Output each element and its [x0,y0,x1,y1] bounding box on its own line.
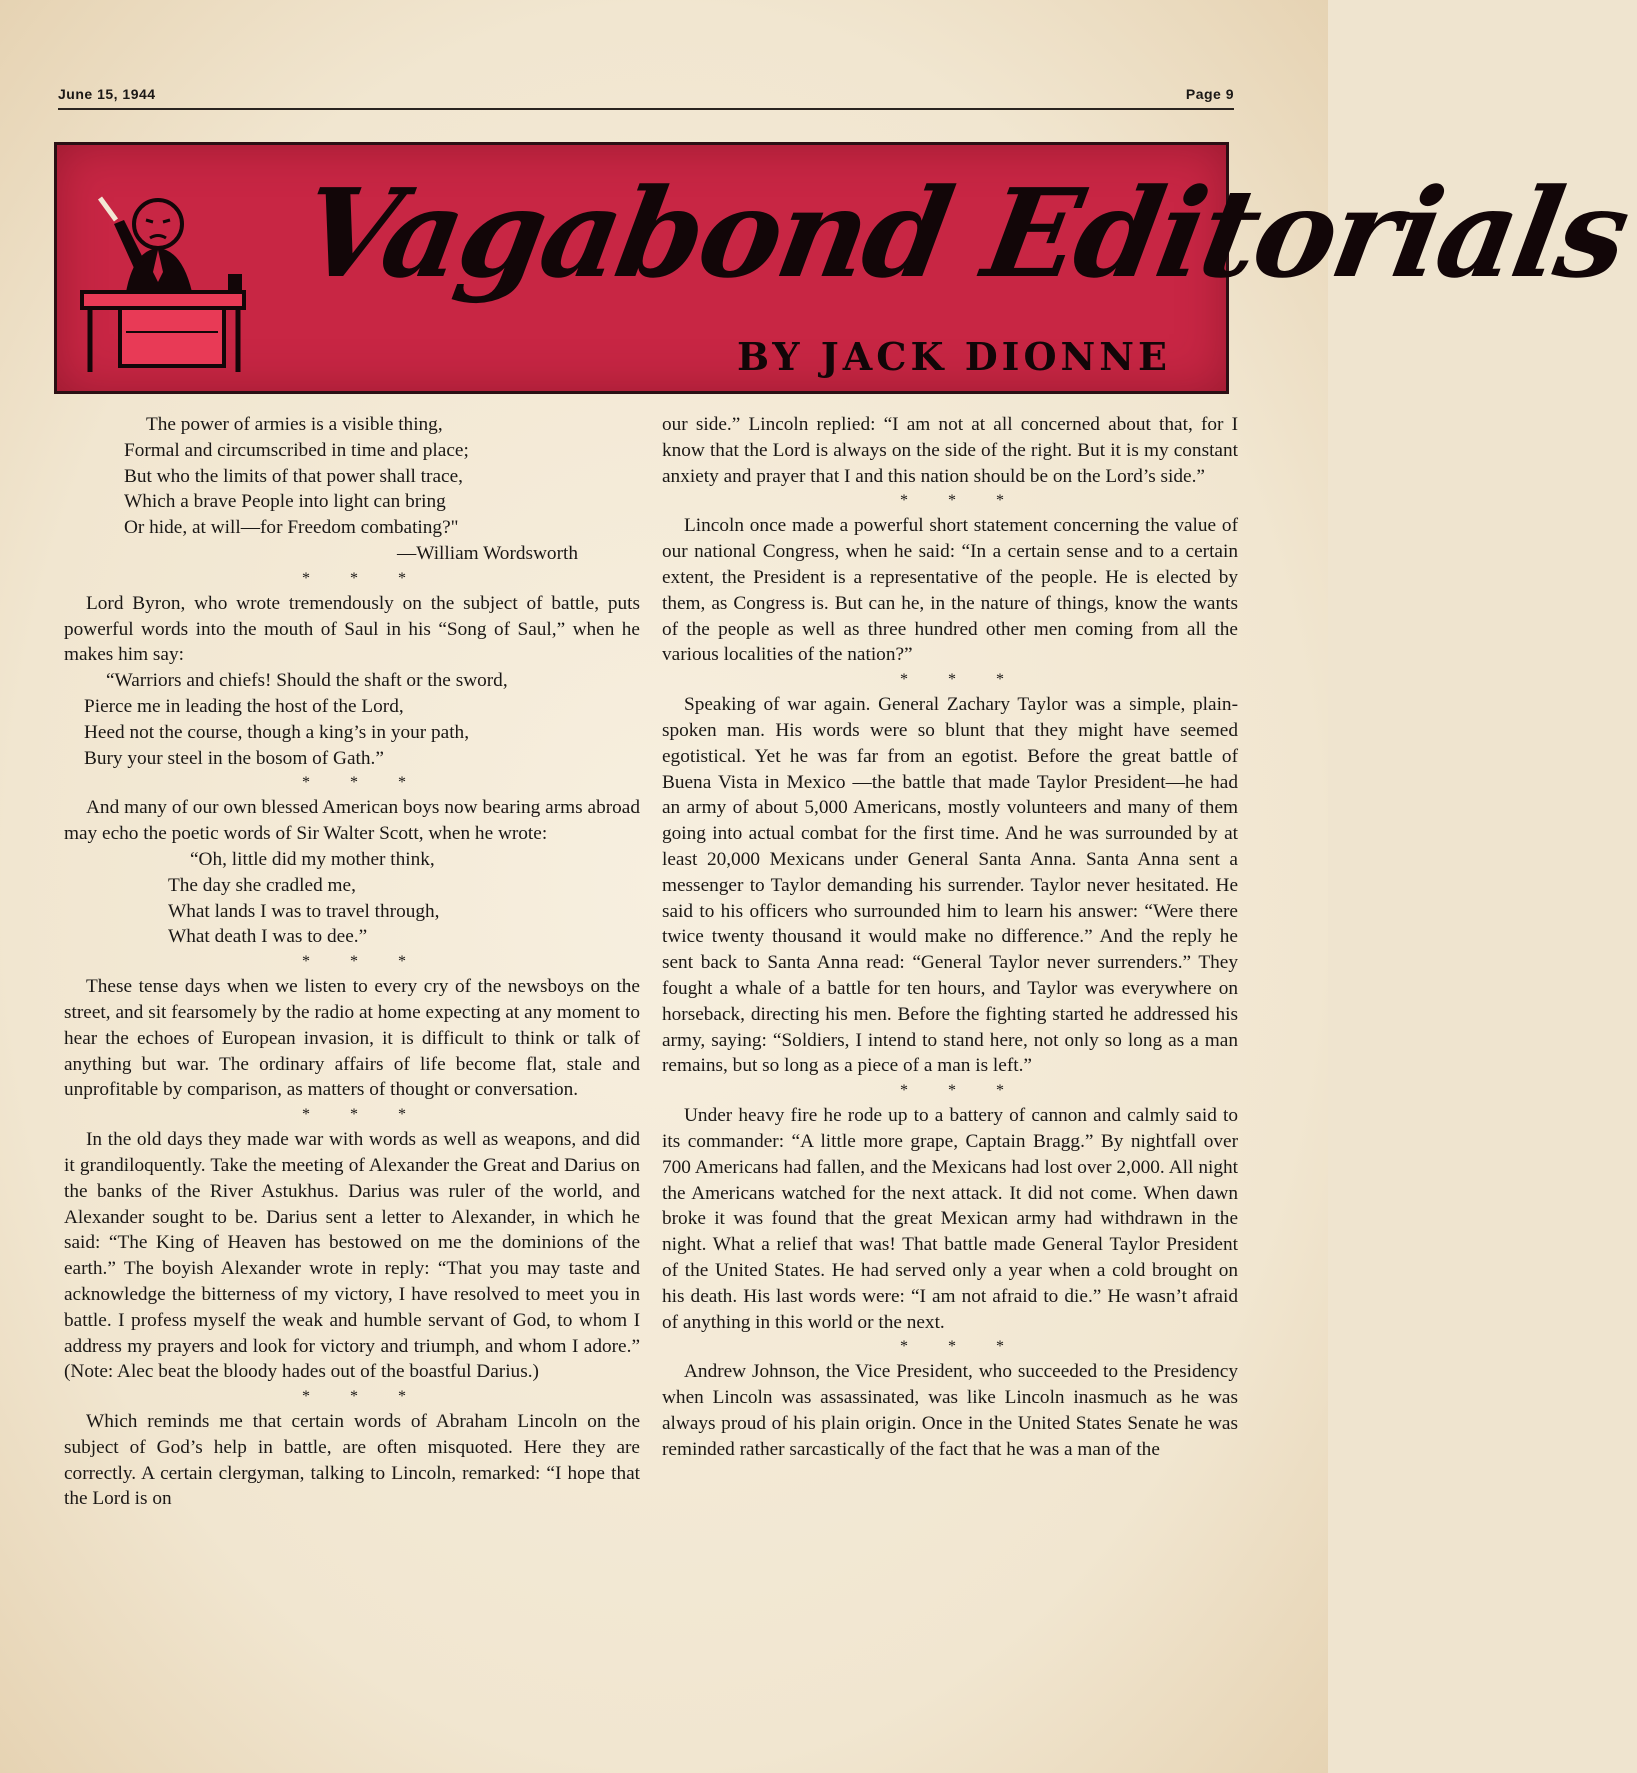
old-days-paragraph: In the old days they made war with words as well as weapons, and did it grandiloquently. Take the meeting of Alexander the Great and Darius on the banks of the River Astukhus. Darius was ruler of the world, and Alexander sought to be. Darius sent a letter to Alexander, in which he said: “The King of Heaven has bestowed on me the dominions of the earth.” The boyish Alexander wrote in reply: “That you may taste and acknowledge the bitterness of my victory, I have resolved to meet you in battle. I profess myself the weak and humble servant of God, to whom I address my prayers and look for victory and triumph, and whom I adore.” (Note: Alec beat the bloody hades out of the boastful Darius.) [64,1129,640,1383]
congress-paragraph: Lincoln once made a powerful short statement concerning the value of our national Congress, when he said: “In a certain sense and to a certain extent, the President is a representative of the people. He is elected by them, as Congress is. But can he, in the nature of things, know the wants of the people as well as three hundred other men coming from all the various localities of the nation?” [662,515,1238,666]
right-column [662,412,1238,1462]
saul-poem: “Warriors and chiefs! Should the shaft or the sword, Pierce me in leading the host of the Lord, Heed not the course, though a king’s in your path, Bury your steel in the bosom of Gath.” [84,670,508,769]
section-separator: * * * [900,492,1022,510]
page-number: Page 9 [1185,86,1234,102]
author-byline: BY JACK DIONNE [736,334,1171,379]
johnson-paragraph: Andrew Johnson, the Vice President, who succeeded to the Presidency when Lincoln was assassinated, was like Lincoln inasmuch as he was always proud of his plain origin. Once in the United States Senate he was reminded rather sarcastically of the fact that he was a man of the [662,1361,1238,1460]
header-rule [58,108,1234,110]
scott-paragraph: And many of our own blessed American boys now bearing arms abroad may echo the poetic words of Sir Walter Scott, when he wrote: [64,797,640,845]
section-separator: * * * [900,671,1022,689]
banner-title: Vagabond Editorials [291,161,1637,305]
section-separator: * * * [302,774,424,792]
section-separator: * * * [302,1388,424,1406]
heavy-fire-paragraph: Under heavy fire he rode up to a battery of cannon and calmly said to its commander: “A little more grape, Captain Bragg.” By nightfall over 700 Americans had fallen, and the Mexicans had lost over 2,000. All night the Americans watched for the next attack. It did not come. When dawn broke it was found that the great Mexican army had withdrawn in the night. What a relief that was! That battle made General Taylor President of the United States. He had served only a year when a cold brought on his death. His last words were: “I am not afraid to die.” He wasn’t afraid of anything in this world or the next. [662,1105,1238,1333]
wordsworth-poem: The power of armies is a visible thing, Formal and circumscribed in time and place; But who the limits of that power shall trace, Which a brave People into light can bring Or hide, at will—for Freedom combating?" [124,414,469,539]
scott-poem: “Oh, little did my mother think, The day she cradled me, What lands I was to travel through, What death I was to dee.” [168,848,440,948]
section-separator: * * * [302,1106,424,1124]
section-separator: * * * [302,953,424,971]
section-separator: * * * [900,1082,1022,1100]
section-separator: * * * [900,1338,1022,1356]
tense-days-paragraph: These tense days when we listen to every cry of the newsboys on the street, and sit fearsomely by the radio at home expecting at any moment to hear the echoes of European invasion, it is difficult to think or talk of anything but war. The ordinary affairs of life become flat, stale and unprofitable by comparison, as matters of thought or conversation. [64,976,640,1101]
lincoln-paragraph: Which reminds me that certain words of Abraham Lincoln on the subject of God’s help in battle, are often misquoted. Here they are correctly. A certain clergyman, talking to Lincoln, remarked: “I hope that the Lord is on [64,1411,640,1510]
left-column [64,412,640,1512]
issue-date: June 15, 1944 [58,86,156,102]
column-banner [54,142,1637,394]
poem-attribution: —William Wordsworth [396,542,578,564]
taylor-paragraph: Speaking of war again. General Zachary Taylor was a simple, plain-spoken man. His words were so blunt that they might have seemed egotistical. Yet he was far from an egotist. Before the great battle of Buena Vista in Mexico —the battle that made Taylor President—he had an army of about 5,000 Americans, mostly volunteers and many of them going into actual combat for the first time. And he was surrounded by at least 20,000 Mexicans under General Santa Anna. Santa Anna sent a messenger to Taylor demanding his surrender. Taylor never hesitated. He said to his officers who surrounded him to learn his answer: “Were there twice twenty thousand it would make no difference.” And the reply he sent back to Santa Anna read: “General Taylor never surrenders.” They fought a whale of a battle for ten hours, and Taylor was everywhere on horseback, directing his men. Before the fighting started he addressed his army, saying: “Soldiers, I intend to stand here, not only so long as a man remains, but so long as a piece of a man is left.” [662,694,1238,1077]
section-separator: * * * [302,569,424,587]
byron-paragraph: Lord Byron, who wrote tremendously on the subject of battle, puts powerful words into the mouth of Saul in his “Song of Saul,” when he makes him say: [64,592,640,666]
lincoln-continued: our side.” Lincoln replied: “I am not at all concerned about that, for I know that the Lord is always on the side of the right. But it is my constant anxiety and prayer that I and this nation should be on the Lord’s side.” [662,414,1238,487]
